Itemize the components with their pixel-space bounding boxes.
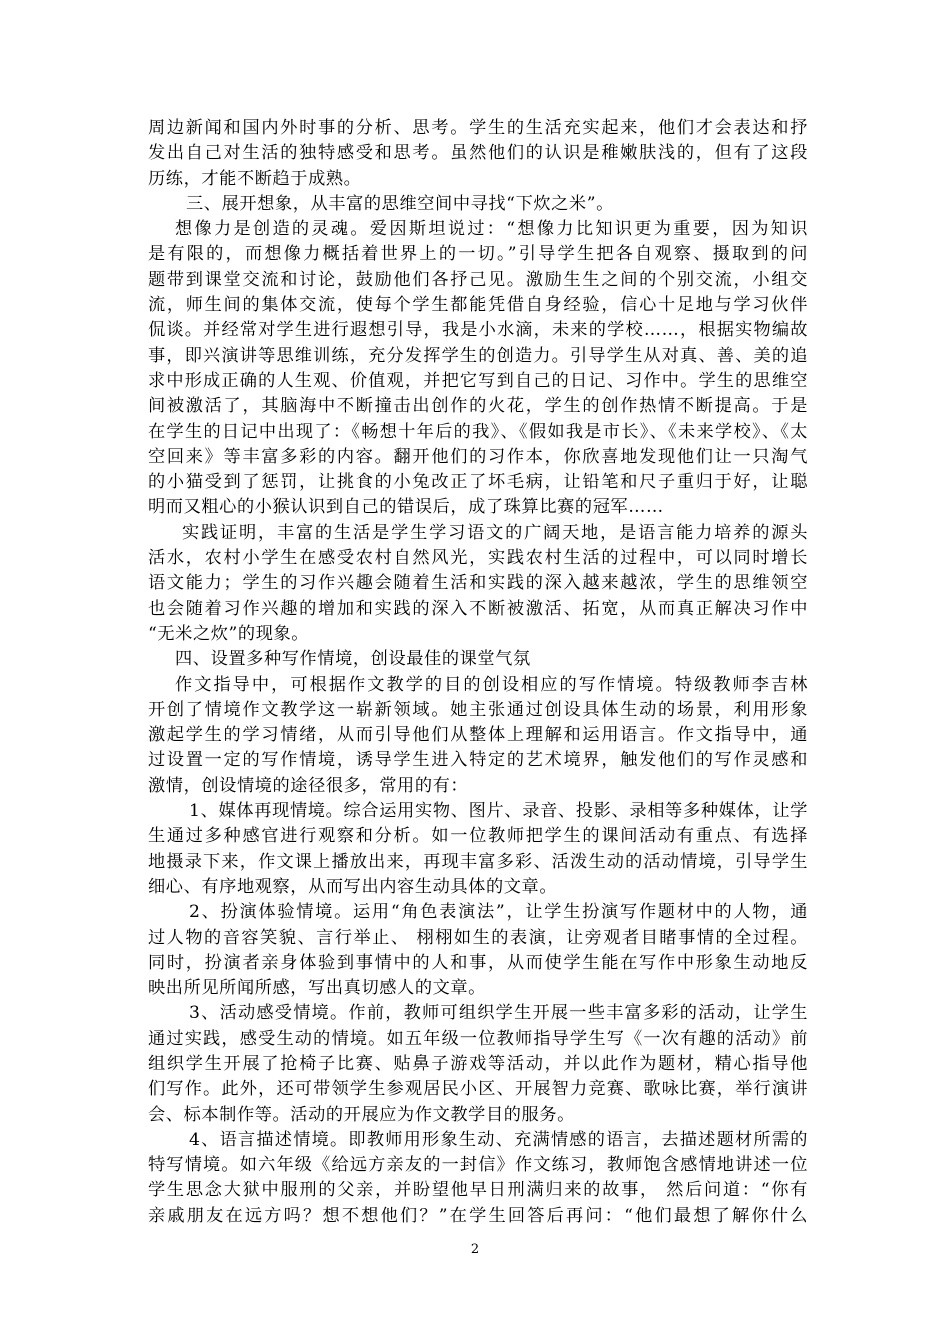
text-line: 实践证明，丰富的生活是学生学习语文的广阔天地，是语言能力培养的源头 bbox=[182, 522, 808, 543]
text-line: 特写情境。如六年级《给远方亲友的一封信》作文练习，教师饱含感情地讲述一位 bbox=[148, 1155, 808, 1176]
text-line: 也会随着习作兴趣的增加和实践的深入不断被激活、拓宽，从而真正解决习作中 bbox=[148, 598, 808, 619]
text-line: 在学生的日记中出现了：《畅想十年后的我》、《假如我是市长》、《未来学校》、《太 bbox=[148, 421, 808, 442]
text-line: 同时，扮演者亲身体验到事情中的人和事，从而使学生能在写作中形象生动地反 bbox=[148, 952, 808, 973]
text-line: 历练，才能不断趋于成熟。 bbox=[148, 168, 362, 189]
text-line: 4、语言描述情境。即教师用形象生动、充满情感的语言，去描述题材所需的 bbox=[189, 1129, 808, 1150]
text-line: 激起学生的学习情绪，从而引导他们从整体上理解和运用语言。作文指导中，通 bbox=[148, 725, 808, 746]
text-line: 事，即兴演讲等思维训练，充分发挥学生的创造力。引导学生从对真、善、美的追 bbox=[148, 345, 808, 366]
text-line: 激情，创设情境的途径很多，常用的有： bbox=[148, 775, 469, 796]
text-line: 组织学生开展了抢椅子比赛、贴鼻子游戏等活动，并以此作为题材，精心指导他 bbox=[148, 1053, 808, 1074]
text-line: 语文能力；学生的习作兴趣会随着生活和实践的深入越来越浓，学生的思维领空 bbox=[148, 573, 808, 594]
text-line: 生通过多种感官进行观察和分析。如一位教师把学生的课间活动有重点、有选择 bbox=[148, 826, 808, 847]
text-line: 过人物的音容笑貌、言行举止、 栩栩如生的表演，让旁观者目睹事情的全过程。 bbox=[148, 927, 808, 948]
text-line: 2、扮演体验情境。运用“角色表演法”，让学生扮演写作题材中的人物，通 bbox=[189, 902, 808, 923]
text-line: 3、活动感受情境。作前，教师可组织学生开展一些丰富多彩的活动，让学生 bbox=[189, 1003, 808, 1024]
text-line: 地摄录下来，作文课上播放出来，再现丰富多彩、活泼生动的活动情境，引导学生 bbox=[148, 851, 808, 872]
text-line: 细心、有序地观察，从而写出内容生动具体的文章。 bbox=[148, 876, 558, 897]
text-line: 们写作。此外，还可带领学生参观居民小区、开展智力竞赛、歌咏比赛，举行演讲 bbox=[148, 1079, 808, 1100]
text-line: 开创了情境作文教学这一崭新领域。她主张通过创设具体生动的场景，利用形象 bbox=[148, 699, 808, 720]
text-line: 三、展开想象，从丰富的思维空间中寻找“下炊之米”。 bbox=[186, 193, 614, 214]
text-line: 想像力是创造的灵魂。爱因斯坦说过：“想像力比知识更为重要，因为知识 bbox=[175, 219, 808, 240]
text-line: 明而又粗心的小猴认识到自己的错误后，成了珠算比赛的冠军…… bbox=[148, 497, 664, 518]
text-line: 通过实践，感受生动的情境。如五年级一位教师指导学生写《一次有趣的活动》前 bbox=[148, 1028, 808, 1049]
text-line: 1、媒体再现情境。综合运用实物、图片、录音、投影、录相等多种媒体，让学 bbox=[189, 801, 808, 822]
text-line: 学生思念大狱中服刑的父亲，并盼望他早日刑满归来的故事， 然后问道：“你有 bbox=[148, 1180, 808, 1201]
text-line: 作文指导中，可根据作文教学的目的创设相应的写作情境。特级教师李吉林 bbox=[175, 674, 808, 695]
page-number: 2 bbox=[470, 1242, 480, 1257]
text-line: 四、设置多种写作情境，创设最佳的课堂气氛 bbox=[175, 649, 531, 670]
text-line: “无米之炊”的现象。 bbox=[148, 623, 310, 644]
text-line: 活水，农村小学生在感受农村自然风光，实践农村生活的过程中，可以同时增长 bbox=[148, 548, 808, 569]
text-line: 过设置一定的写作情境，诱导学生进入特定的艺术境界，触发他们的写作灵感和 bbox=[148, 750, 808, 771]
text-line: 侃谈。并经常对学生进行遐想引导，我是小水滴，未来的学校……，根据实物编故 bbox=[148, 320, 808, 341]
text-line: 周边新闻和国内外时事的分析、思考。学生的生活充实起来，他们才会表达和抒 bbox=[148, 118, 808, 138]
text-line: 空回来》等丰富多彩的内容。翻开他们的习作本，你欣喜地发现他们让一只淘气 bbox=[148, 446, 808, 467]
text-line: 题带到课堂交流和讨论，鼓励他们各抒己见。激励生生之间的个别交流，小组交 bbox=[148, 269, 808, 290]
text-line: 间被激活了，其脑海中不断撞击出创作的火花，学生的创作热情不断提高。于是 bbox=[148, 396, 808, 417]
body-text bbox=[148, 116, 808, 1229]
text-line: 映出所见所闻所感，写出真切感人的文章。 bbox=[148, 978, 486, 999]
text-line: 流，师生间的集体交流，使每个学生都能凭借自身经验，信心十足地与学习伙伴 bbox=[148, 295, 808, 316]
text-line: 的小猫受到了惩罚，让挑食的小兔改正了坏毛病，让铅笔和尺子重归于好，让聪 bbox=[148, 472, 808, 493]
text-line: 是有限的，而想像力概括着世界上的一切。”引导学生把各自观察、摄取到的问 bbox=[148, 244, 808, 265]
text-line: 亲戚朋友在远方吗？想不想他们？”在学生回答后再问：“他们最想了解你什么 bbox=[148, 1205, 808, 1226]
text-line: 求中形成正确的人生观、价值观，并把它写到自己的日记、习作中。学生的思维空 bbox=[148, 370, 808, 391]
text-line: 发出自己对生活的独特感受和思考。虽然他们的认识是稚嫩肤浅的，但有了这段 bbox=[148, 143, 808, 164]
text-line: 会、标本制作等。活动的开展应为作文教学目的服务。 bbox=[148, 1104, 575, 1125]
